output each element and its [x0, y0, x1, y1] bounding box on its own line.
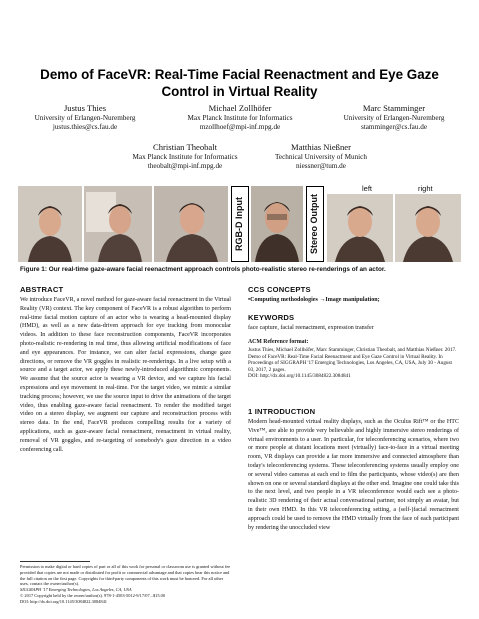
author-email: mzollhoef@mpi-inf.mpg.de: [199, 123, 281, 131]
permission-venue: SIGGRAPH '17 Emerging Technologies, Los Angeles, CA, USA: [20, 587, 132, 593]
ccs-text: •Computing methodologies →Image manipulation;: [248, 297, 380, 303]
abstract-heading: ABSTRACT: [20, 285, 64, 294]
author-name: Christian Theobalt: [152, 142, 218, 152]
photo-rgbd-input: [251, 186, 303, 262]
ccs-heading: CCS CONCEPTS: [248, 285, 311, 294]
title-line-2: Control in Virtual Reality: [161, 84, 318, 99]
photo-input-frame-1: [18, 186, 82, 262]
author-name: Marc Stamminger: [362, 103, 426, 113]
keywords-heading: KEYWORDS: [248, 313, 295, 322]
author-name: Justus Thies: [63, 103, 107, 113]
keywords-text: face capture, facial reenactment, expression transfer: [248, 325, 374, 331]
author-email: stamminger@cs.fau.de: [360, 123, 428, 131]
author-email: niessner@tum.de: [296, 162, 346, 170]
title-line-1: Demo of FaceVR: Real-Time Facial Reenactment and Eye Gaze: [40, 67, 439, 82]
paper-title: [20, 66, 459, 100]
photo-input-frame-3: [154, 186, 228, 262]
acm-ref-heading: ACM Reference format:: [248, 339, 309, 345]
permission-copyright: © 2017 Copyright held by the owner/author(s). 978-1-4503-5012-9/17/07...$15.00: [20, 592, 166, 598]
permission-block: [20, 564, 231, 605]
figure-caption: Figure 1: Our real-time gaze-aware facial reenactment approach controls photo-realistic stereo re-renderings of an actor.: [20, 266, 386, 273]
author-affiliation: Technical University of Munich: [275, 153, 367, 161]
rgbd-input-label: RGB-D Input: [234, 197, 244, 251]
stereo-left-label: left: [362, 184, 373, 193]
author-name: Michael Zollhöfer: [208, 103, 272, 113]
author-affiliation: Max Planck Institute for Informatics: [187, 114, 293, 122]
author-affiliation: University of Erlangen-Nuremberg: [34, 114, 136, 122]
author-block-3: [319, 103, 469, 132]
photo-stereo-right: [395, 194, 461, 262]
author-name: Matthias Nießner: [291, 142, 351, 152]
author-email: theobalt@mpi-inf.mpg.de: [147, 162, 223, 170]
author-block-4: [110, 142, 260, 171]
acm-ref-block: [248, 347, 459, 380]
author-email: justus.thies@cs.fau.de: [52, 123, 118, 131]
author-block-2: [165, 103, 315, 132]
stereo-label-box: [306, 186, 324, 262]
acm-ref-doi: DOI: http://dx.doi.org/10.1145/3084822.3084841: [248, 373, 351, 380]
permission-doi: DOI: http://dx.doi.org/10.1145/3084822.3084841: [20, 598, 107, 604]
photo-stereo-left: [327, 194, 393, 262]
author-block-5: [246, 142, 396, 171]
introduction-heading: 1 INTRODUCTION: [248, 407, 316, 416]
footnote-rule: [20, 561, 90, 562]
stereo-right-label: right: [418, 184, 433, 193]
author-affiliation: Max Planck Institute for Informatics: [132, 153, 238, 161]
rgbd-label-box: [231, 186, 249, 262]
abstract-text: We introduce FaceVR, a novel method for gaze-aware facial reenactment in the Virtual Reality (VR) context. The key component of FaceVR is a robust algorithm to perform real-time facial motion capture of an actor who is wearing a head-mounted display (HMD), as well as a new data-driven approach for eye tracking from monocular videos. In addition to these face reconstruction components, FaceVR incorporates photo-realistic re-rendering in real time, thus allowing artificial modifications of face and eye appearances. For instance, we can alter facial expressions, change gaze directions, or remove the VR goggles in realistic re-renderings. In a live setup with a source and a target actor, we apply these newly-introduced algorithmic components. We assume that the source actor is wearing a VR device, and we capture his facial expressions and eye movement in real-time. For the target video, we mimic a similar tracking process; however, we use the source input to drive the animations of the target video, thus enabling gaze-aware facial reenactment. To render the modified target video on a stereo display, we augment our capture and reconstruction process with stereo data. In the end, FaceVR produces compelling results for a variety of applications, such as gaze-aware facial reenactment, reenactment in virtual reality, removal of VR goggles, and re-targeting of somebody's gaze direction in a video conferencing call.: [20, 297, 231, 453]
photo-input-frame-2: [84, 186, 152, 262]
stereo-output-label: Stereo Output: [309, 194, 319, 254]
introduction-text: Modern head-mounted virtual reality displays, such as the Oculus Rift™ or the HTC Vive™, are able to provide very believable and highly immersive stereo renderings of virtual environments to a user. In particular, for teleconferencing scenarios, where two or more people at distant locations meet (virtually) face-to-face in a virtual meeting room, VR displays can provide a far more immersive and connected atmosphere than today's teleconferencing systems. These teleconferencing systems usually employ one or several video cameras at each end to film the participants, whose video(s) are then shown on one or several standard displays at the other end. Imagine one could take this to the next level, and two people in a VR teleconference would each see a photo-realistic 3D rendering of their actual conversational partner, not simply an avatar, but in their own HMD. In this VR teleconferencing setting, a (self-)facial reenactment approach could be used to remove the HMD virtually from the face of each participant by rendering the unoccluded view: [248, 419, 459, 531]
author-affiliation: University of Erlangen-Nuremberg: [343, 114, 445, 122]
permission-text: Permission to make digital or hard copies of part or all of this work for personal or classroom use is granted without fee provided that copies are not made or distributed for profit or commercial advantage and that copies bear this notice and the full citation on the first page. Copyrights for third-party components of this work must be honored. For all other uses, contact the owner/author(s).: [20, 564, 231, 587]
acm-ref-text: Justus Thies, Michael Zollhöfer, Marc Stamminger, Christian Theobalt, and Matthias Nießner. 2017. Demo of FaceVR: Real-Time Facial Reenactment and Eye Gaze Control in Virtual Reality. In Proceedings of SIGGRAPH '17 Emerging Technologies, Los Angeles, CA, USA, July 30 - August 03, 2017, 2 pages.: [248, 347, 457, 373]
author-block-1: [10, 103, 160, 132]
